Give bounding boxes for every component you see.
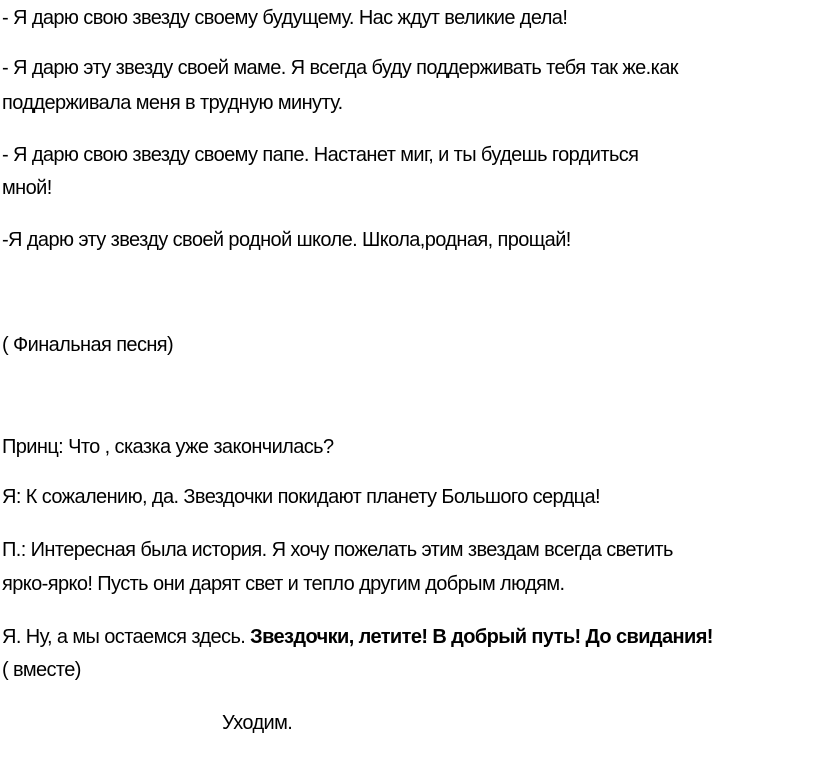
paragraph-line: - Я дарю свою звезду своему папе. Настанет миг, и ты будешь гордиться [2,144,639,166]
paragraph-line: поддерживала меня в трудную минуту. [2,92,343,114]
stage-direction: ( вместе) [2,659,81,681]
paragraph-line [2,625,713,649]
paragraph-line: -Я дарю эту звезду своей родной школе. Школа,родная, прощай! [2,229,571,251]
plain-text: Я. Ну, а мы остаемся здесь. [2,626,251,648]
paragraph-line: П.: Интересная была история. Я хочу пожелать этим звездам всегда светить [2,539,673,561]
paragraph-line: Принц: Что , сказка уже закончилась? [2,436,334,458]
paragraph-line: - Я дарю свою звезду своему будущему. Нас ждут великие дела! [2,7,568,29]
stage-direction: Уходим. [222,712,293,734]
paragraph-line: ярко-ярко! Пусть они дарят свет и тепло другим добрым людям. [2,573,565,595]
bold-text: Звездочки, летите! В добрый путь! До свидания! [250,626,713,648]
paragraph-line: Я: К сожалению, да. Звездочки покидают планету Большого сердца! [2,486,600,508]
paragraph-line: - Я дарю эту звезду своей маме. Я всегда буду поддерживать тебя так же.как [2,57,678,79]
paragraph-line: мной! [2,177,52,199]
stage-direction: ( Финальная песня) [2,334,174,356]
